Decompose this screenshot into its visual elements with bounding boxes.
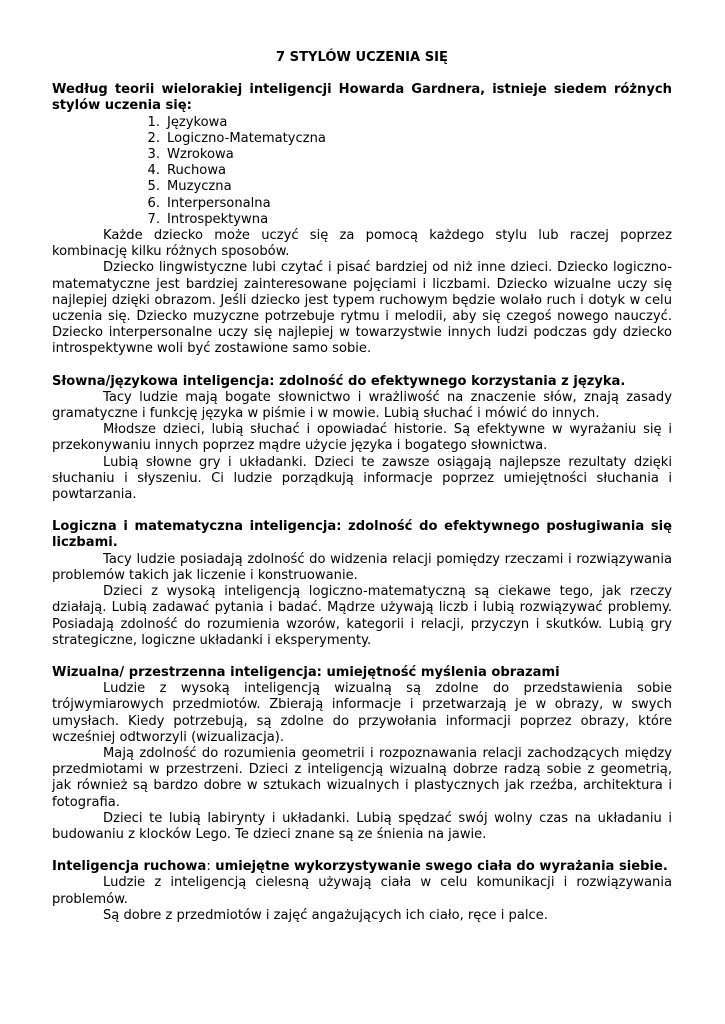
section-paragraph: Młodsze dzieci, lubią słuchać i opowiadać historie. Są efektywne w wyrażaniu się i przekonywaniu innych poprzez mądre użycie języka i bogatego słownictwa. bbox=[52, 422, 672, 454]
section-heading: Logiczna i matematyczna inteligencja: zdolność do efektywnego posługiwania się liczbami. bbox=[52, 519, 672, 551]
section-heading-term: Inteligencja ruchowa bbox=[52, 859, 207, 875]
list-item-label: Introspektywna bbox=[167, 211, 269, 227]
section-paragraph: Tacy ludzie mają bogate słownictwo i wrażliwość na znaczenie słów, znają zasady gramatyczne i funkcję języka w piśmie i w mowie. Lubią słuchać i mówić do innych. bbox=[52, 389, 672, 422]
list-item-label: Interpersonalna bbox=[167, 195, 271, 211]
list-item-number: 4. bbox=[147, 163, 160, 179]
section-paragraph: Są dobre z przedmiotów i zajęć angażujących ich ciało, ręce i palce. bbox=[103, 907, 548, 923]
list-item-number: 6. bbox=[147, 195, 160, 211]
section-paragraph: Lubią słowne gry i układanki. Dzieci te zawsze osiągają najlepsze rezultaty dzięki słuchaniu i słyszeniu. Ci ludzie porządkują informacje poprzez umiejętności słuchania i powtarzania. bbox=[52, 454, 672, 503]
list-item-number: 7. bbox=[147, 211, 160, 227]
intro-paragraph: Dziecko lingwistyczne lubi czytać i pisać bardziej od niż inne dzieci. Dziecko logiczno-matematyczne jest bardziej zainteresowane pojęciami i liczbami. Dziecko wizualne uczy się najlepiej dzięki obrazom. Jeśli dziecko jest typem ruchowym będzie wolało ruch i dotyk w celu uczenia się. Dziecko muzyczne potrzebuje rytmu i melodii, aby się czegoś nowego nauczyć. Dziecko interpersonalne uczy się najlepiej w towarzystwie innych ludzi podczas gdy dziecko introspektywne woli być zostawione samo sobie. bbox=[52, 260, 672, 357]
list-item-number: 1. bbox=[147, 114, 160, 130]
document-title: 7 STYLÓW UCZENIA SIĘ bbox=[276, 50, 448, 65]
list-item bbox=[138, 147, 672, 163]
section-heading-definition: umiejętne wykorzystywanie swego ciała do wyrażania siebie. bbox=[210, 859, 668, 875]
list-item-number: 5. bbox=[147, 179, 160, 195]
section-heading: Wizualna/ przestrzenna inteligencja: umiejętność myślenia obrazami bbox=[52, 664, 560, 680]
list-item bbox=[138, 115, 672, 131]
list-item-number: 2. bbox=[147, 130, 160, 146]
list-item-label: Logiczno-Matematyczna bbox=[167, 130, 326, 146]
section-heading bbox=[52, 859, 672, 875]
list-item-label: Muzyczna bbox=[167, 179, 232, 195]
section-heading: Słowna/językowa inteligencja: zdolność do efektywnego korzystania z języka. bbox=[52, 373, 626, 389]
list-item-label: Językowa bbox=[167, 114, 228, 130]
intro-paragraph: Każde dziecko może uczyć się za pomocą każdego stylu lub raczej poprzez kombinację kilku różnych sposobów. bbox=[52, 228, 672, 260]
section-paragraph: Dzieci z wysoką inteligencją logiczno-matematyczną są ciekawe tego, jak rzeczy działają. Lubią zadawać pytania i badać. Mądrze używają liczb i lubią rozwiązywać problemy. Posiadają zdolność do rozumienia wzorów, kategorii i relacji, przyczyn i skutków. Lubią gry strategiczne, logiczne układanki i eksperymenty. bbox=[52, 584, 672, 648]
learning-styles-list bbox=[52, 115, 672, 228]
list-item-label: Wzrokowa bbox=[167, 147, 234, 163]
section-paragraph: Ludzie z wysoką inteligencją wizualną są zdolne do przedstawienia sobie trójwymiarowych przedmiotów. Zbierają informacje i przetwarzają je w obrazy, w swych umysłach. Kiedy potrzebują, są zdolne do przywołania informacji poprzez obrazy, które wcześniej odtworzyli (wizualizacja). bbox=[52, 681, 672, 745]
section-verbal bbox=[52, 374, 672, 504]
section-visual bbox=[52, 665, 672, 843]
section-kinesthetic bbox=[52, 859, 672, 924]
list-item bbox=[138, 212, 672, 228]
list-item-number: 3. bbox=[147, 147, 160, 163]
section-logical bbox=[52, 519, 672, 649]
section-paragraph: Ludzie z inteligencją cielesną używają ciała w celu komunikacji i rozwiązywania problemów. bbox=[52, 875, 672, 907]
section-paragraph: Dzieci te lubią labirynty i układanki. Lubią spędzać swój wolny czas na układaniu i budowaniu z klocków Lego. Te dzieci znane są ze śnienia na jawie. bbox=[52, 810, 672, 842]
document-page bbox=[52, 50, 672, 924]
section-heading-colon: : bbox=[206, 859, 211, 875]
list-item bbox=[138, 179, 672, 195]
section-paragraph: Mają zdolność do rozumienia geometrii i rozpoznawania relacji zachodzących między przedmiotami w przestrzeni. Dzieci z inteligencją wizualną dobrze radzą sobie z geometrią, jak również są bardzo dobre w sztukach wizualnych i plastycznych jak rzeźba, architektura i fotografia. bbox=[52, 745, 672, 810]
section-paragraph: Tacy ludzie posiadają zdolność do widzenia relacji pomiędzy rzeczami i rozwiązywania problemów takich jak liczenie i konstruowanie. bbox=[52, 551, 672, 583]
list-item bbox=[138, 196, 672, 212]
list-item bbox=[138, 163, 672, 179]
intro-heading: Według teorii wielorakiej inteligencji Howarda Gardnera, istnieje siedem różnych stylów uczenia się: bbox=[52, 82, 672, 114]
list-item-label: Ruchowa bbox=[167, 163, 227, 179]
list-item bbox=[138, 131, 672, 147]
